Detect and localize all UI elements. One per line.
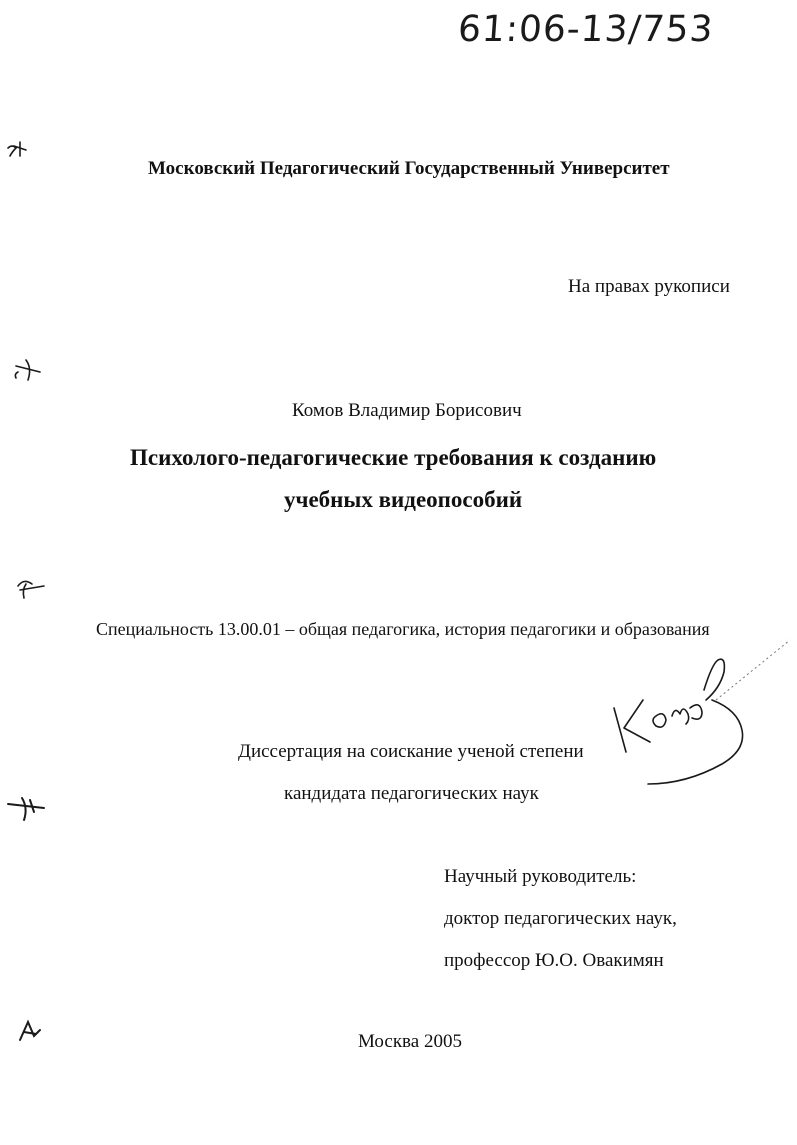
supervisor-label: Научный руководитель:	[444, 866, 637, 887]
margin-mark-3	[18, 581, 44, 598]
specialty-line: Специальность 13.00.01 – общая педагогика, история педагогики и образования	[96, 619, 710, 639]
handwritten-signature	[614, 659, 743, 784]
supervisor-degree: доктор педагогических наук,	[444, 908, 677, 929]
dashed-scan-line	[716, 640, 790, 700]
margin-mark-1	[8, 142, 26, 156]
city-year: Москва 2005	[358, 1031, 462, 1052]
supervisor-name: профессор Ю.О. Овакимян	[444, 950, 664, 971]
thesis-title-line-2: учебных видеопособий	[284, 487, 523, 512]
dissertation-degree-line-1: Диссертация на соискание ученой степени	[238, 741, 584, 762]
author-name: Комов Владимир Борисович	[292, 400, 522, 421]
dissertation-degree-line-2: кандидата педагогических наук	[284, 783, 539, 804]
thesis-title-line-1: Психолого-педагогические требования к созданию	[130, 445, 657, 470]
archive-number: 61:06-13/753	[456, 9, 715, 50]
margin-mark-5	[20, 1022, 40, 1040]
margin-mark-2	[15, 360, 40, 380]
rights-note: На правах рукописи	[568, 276, 730, 297]
university-name: Московский Педагогический Государственный Университет	[148, 158, 670, 179]
margin-mark-4	[8, 798, 44, 820]
